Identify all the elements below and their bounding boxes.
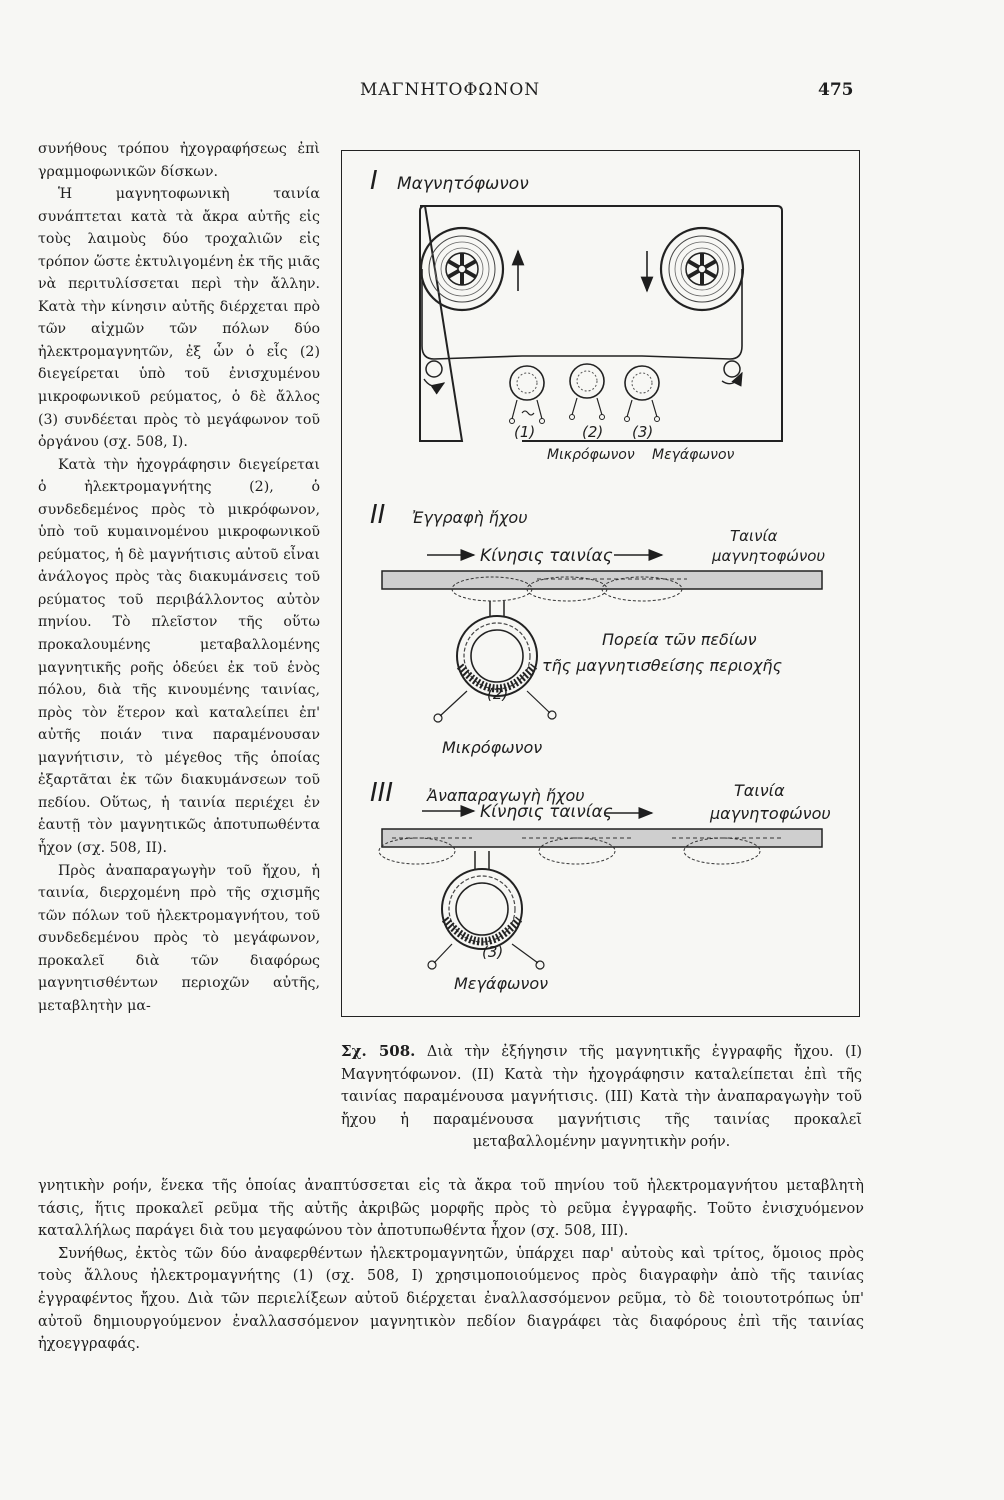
left-text-column — [38, 138, 320, 1017]
panel-2-coil-label: (2) — [487, 685, 509, 703]
running-header — [0, 80, 1004, 110]
panel-2-title: Ἐγγραφὴ ἤχου — [412, 508, 528, 527]
panel-3-coil-label: (3) — [482, 943, 504, 961]
microphone-label: Μικρόφωνον — [547, 447, 635, 463]
recording-head-coil — [434, 601, 556, 722]
tape-label-line-1: Ταινία — [734, 781, 785, 800]
paragraph: Συνήθως, ἐκτὸς τῶν δύο ἀναφερθέντων ἠλεκτρομαγνητῶν, ὑπάρχει παρ' αὐτοὺς καὶ τρίτος, ὅμοιος πρὸς τοὺς ἄλλους ἠλεκτρομαγνήτης (1) (σχ. 508, I) χρησιμοποιούμενος πρὸς διαγραφὴν ἀπὸ τῆς ταινίας ἐγγραφέντος ἤχου. Διὰ τῶν περιελίξεων αὐτοῦ διέρχεται ἐναλλασσόμενον ρεῦμα, τὸ δὲ τοιουτοτρόπως ὑπ' αὐτοῦ δημιουργούμενον ἐναλλασσόμενον μαγνητικὸν πεδίον διαγράφει τὰς διαφόρους ἐπὶ τῆς ταινίας ἠχοεγγραφάς. — [38, 1245, 864, 1353]
panel-3-title: Ἀναπαραγωγὴ ἤχου — [427, 786, 585, 805]
left-reel — [421, 228, 503, 310]
paragraph: συνήθους τρόπου ἠχογραφήσεως ἐπὶ γραμμοφωνικῶν δίσκων. — [38, 141, 320, 180]
field-path-label-2: τῆς μαγνητισθείσης περιοχῆς — [542, 656, 782, 675]
tape-label-line-2: μαγνητοφώνου — [710, 804, 831, 823]
right-reel — [661, 228, 743, 310]
recorder-cabinet — [420, 206, 782, 441]
panel-3-playback — [370, 778, 831, 993]
speaker-label: Μεγάφωνον — [652, 447, 735, 463]
field-path-label-1: Πορεία τῶν πεδίων — [602, 630, 757, 649]
guide-roller — [724, 361, 740, 377]
erase-head — [510, 366, 545, 424]
head-label-2: (2) — [582, 423, 604, 441]
panel-2-motion-label: Κίνησις ταινίας — [480, 546, 613, 566]
caption-label: Σχ. 508. — [341, 1042, 416, 1060]
paragraph: Πρὸς ἀναπαραγωγὴν τοῦ ἤχου, ἡ ταινία, διερχομένη πρὸ τῆς σχισμῆς τῶν πόλων τοῦ ἠλεκτρομαγνήτου, τοῦ συνδεδεμένου πρὸς τὸ μεγάφωνον, προκαλεῖ διὰ τῶν διαφόρως μαγνητισθέντων περιοχῶν αὐτῆς, μεταβλητὴν μα- — [38, 862, 320, 1014]
figure-diagram — [342, 151, 861, 1018]
panel-2-device-label: Μικρόφωνον — [442, 738, 543, 757]
record-head — [570, 364, 605, 420]
caption-text: Διὰ τὴν ἐξήγησιν τῆς μαγνητικῆς ἐγγραφῆς ἤχου. (I) Μαγνητόφωνον. (II) Κατὰ τὴν ἠχογράφησιν καταλείπεται ἐπὶ τῆς ταινίας παραμένουσα μαγνήτισις. (III) Κατὰ τὴν ἀναπαραγωγὴν τοῦ ἤχου ἡ παραμένουσα μαγνήτισις τῆς ταινίας προκαλεῖ μεταβαλλομένην μαγνητικὴν ροήν. — [341, 1044, 862, 1150]
paragraph: γνητικὴν ροήν, ἕνεκα τῆς ὁποίας ἀναπτύσσεται εἰς τὰ ἄκρα τοῦ πηνίου τοῦ ἠλεκτρομαγνήτου μεταβλητὴ τάσις, ἥτις προκαλεῖ ρεῦμα τῆς αὐτῆς ἀκριβῶς μορφῆς πρὸς τὸ ρεῦμα ἐγγραφῆς. Τοῦτο ἐνισχυόμενον καταλλήλως παράγει διὰ του μεγαφώνου τὸν ἀποτυπωθέντα ἦχον (σχ. 508, III). — [38, 1178, 864, 1240]
tape-strip — [382, 571, 822, 589]
tape-label-line-1: Ταινία — [730, 527, 778, 545]
panel-1-numeral: I — [370, 166, 378, 196]
panel-3-numeral: III — [370, 778, 394, 808]
figure-caption — [341, 1040, 862, 1154]
figure-508 — [341, 150, 860, 1017]
paragraph: Ἡ μαγνητοφωνικὴ ταινία συνάπτεται κατὰ τὰ ἄκρα αὐτῆς εἰς τοὺς λαιμοὺς δύο τροχαλιῶν εἰς τρόπον ὥστε ἐκτυλιγομένη ἐκ τῆς μιᾶς νὰ περιτυλίσσεται περὶ τὴν ἄλλην. Κατὰ τὴν κίνησιν αὐτῆς διέρχεται πρὸ τῶν αἰχμῶν τῶν πόλων δύο ἠλεκτρομαγνητῶν, ἐξ ὧν ὁ εἷς (2) διεγείρεται ὑπὸ τοῦ ἐνισχυμένου μικροφωνικοῦ ρεύματος, ὁ δὲ ἄλλος (3) συνδέεται πρὸς τὸ μεγάφωνον τοῦ ὀργάνου (σχ. 508, I). — [38, 186, 320, 451]
head-label-3: (3) — [632, 423, 654, 441]
guide-roller — [426, 361, 442, 377]
playback-head — [625, 366, 660, 422]
paragraph: Κατὰ τὴν ἠχογράφησιν διεγείρεται ὁ ἠλεκτρομαγνήτης (2), ὁ συνδεδεμένος πρὸς τὸ μικρόφωνον, ὑπὸ τοῦ κυμαινομένου μικροφωνικοῦ ρεύματος, ἡ δὲ μαγνήτισις αὐτοῦ εἶναι ἀνάλογος πρὸς τὰς διακυμάνσεις τοῦ ρεύματος τοῦ περιβάλλοντος αὐτὸν πηνίου. Τὸ πλεῖστον τῆς οὕτω προκαλουμένης μεταβαλλομένης μαγνητικῆς ροῆς ὁδεύει ἐκ τοῦ ἑνὸς πόλου, διὰ τῆς κινουμένης ταινίας, πρὸς τὸν ἕτερον καὶ καταλείπει ἐπ' αὐτῆς ποιάν τινα παραμένουσαν μαγνήτισιν, τὸ μέγεθος τῆς ὁποίας ἐξαρτᾶται ἐκ τῶν διακυμάνσεων τοῦ πεδίου. Οὕτως, ἡ ταινία περιέχει ἐν ἑαυτῇ τὸν μαγνητικῶς ἀποτυπωθέντα ἦχον (σχ. 508, II). — [38, 456, 320, 856]
running-title: ΜΑΓΝΗΤΟΦΩΝΟΝ — [360, 80, 541, 100]
panel-1-title: Μαγνητόφωνον — [397, 174, 529, 194]
panel-3-device-label: Μεγάφωνον — [454, 974, 549, 993]
panel-1-tape-recorder — [370, 166, 782, 463]
page-number: 475 — [818, 80, 854, 100]
full-width-text — [38, 1175, 864, 1356]
head-label-1: (1) — [514, 423, 536, 441]
panel-2-recording — [370, 500, 825, 757]
tape-label-line-2: μαγνητοφώνου — [712, 547, 826, 565]
panel-2-numeral: II — [370, 500, 386, 530]
panel-3-motion-label: Κίνησις ταινίας — [480, 802, 613, 822]
